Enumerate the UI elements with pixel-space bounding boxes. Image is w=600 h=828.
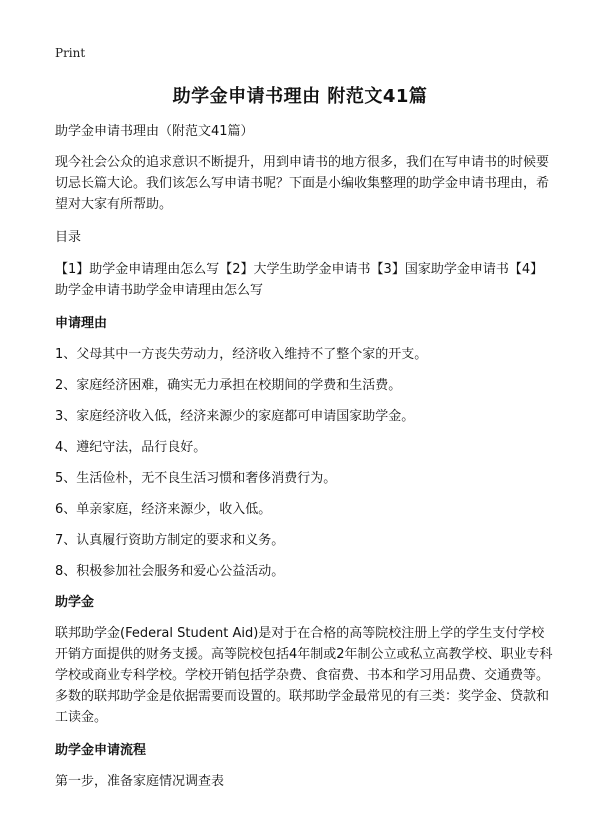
document-title: 助学金申请书理由 附范文41篇 [172, 86, 428, 107]
section-heading-grant: 助学金 [55, 595, 95, 610]
print-label[interactable]: Print [55, 46, 86, 60]
document-body [55, 121, 555, 804]
toc-links [55, 259, 555, 301]
list-item: 7、认真履行资助方制定的要求和义务。 [55, 533, 285, 548]
list-item: 6、单亲家庭，经济来源少，收入低。 [55, 502, 272, 517]
section-heading-process: 助学金申请流程 [55, 743, 147, 758]
list-item: 1、父母其中一方丧失劳动力，经济收入维持不了整个家的开支。 [55, 347, 428, 362]
toc-link-list[interactable]: 【1】助学金申请理由怎么写【2】大学生助学金申请书【3】国家助学金申请书【4】助学金申请书助学金申请理由怎么写 [55, 262, 544, 298]
process-step: 第一步，准备家庭情况调查表 [55, 774, 225, 789]
list-item: 8、积极参加社会服务和爱心公益活动。 [55, 564, 285, 579]
list-item: 4、遵纪守法，品行良好。 [55, 440, 207, 455]
toc-heading: 目录 [55, 230, 82, 245]
grant-paragraph: 联邦助学金(Federal Student Aid)是对于在合格的高等院校注册上学的学生支付学校开销方面提供的财务支援。高等院校包括4年制或2年制公立或私立高教学校、职业专科学校或商业专科学校。学校开销包括学杂费、食宿费、书本和学习用品费、交通费等。多数的联邦助学金是依据需要而设置的。联邦助学金最常见的有三类：奖学金、贷款和工读金。 [55, 626, 553, 725]
list-item: 3、家庭经济收入低，经济来源少的家庭都可申请国家助学金。 [55, 409, 415, 424]
list-item: 2、家庭经济困难，确实无力承担在校期间的学费和生活费。 [55, 378, 402, 393]
document-subtitle: 助学金申请书理由（附范文41篇） [55, 124, 254, 139]
section-heading-reasons: 申请理由 [55, 316, 108, 331]
intro-paragraph: 现今社会公众的追求意识不断提升，用到申请书的地方很多，我们在写申请书的时候要切忌长篇大论。我们该怎么写申请书呢？下面是小编收集整理的助学金申请书理由，希望对大家有所帮助。 [55, 155, 550, 212]
list-item: 5、生活俭朴，无不良生活习惯和奢侈消费行为。 [55, 471, 337, 486]
